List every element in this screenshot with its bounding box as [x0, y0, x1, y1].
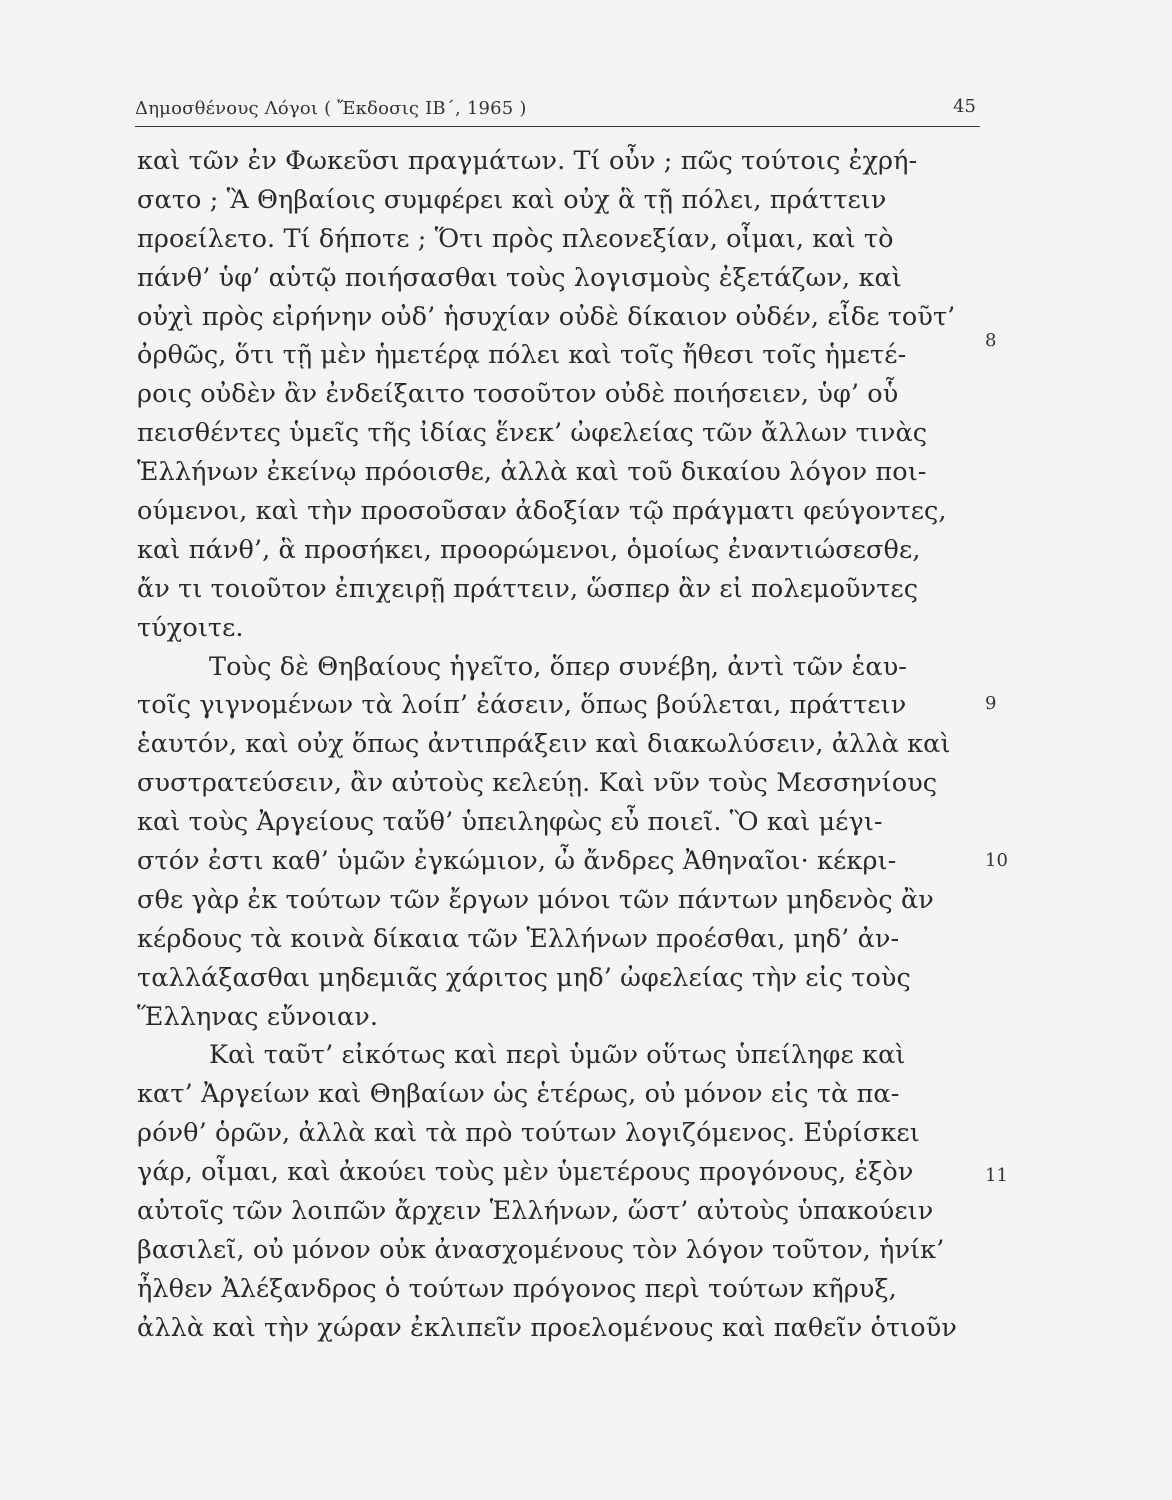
- text-line: προείλετο. Τί δήποτε ; Ὅτι πρὸς πλεονεξίαν, οἶμαι, καὶ τὸ: [137, 223, 894, 254]
- section-marker-10: 10: [985, 850, 1008, 871]
- text-line: σατο ; Ἃ Θηβαίοις συμφέρει καὶ οὐχ ἃ τῇ πόλει, πράττειν: [137, 184, 887, 215]
- section-marker-11: 11: [985, 1165, 1008, 1186]
- text-line: τοῖς γιγνομένων τὰ λοίπ’ ἐάσειν, ὅπως βούλεται, πράττειν: [137, 690, 907, 721]
- text-line: ούμενοι, καὶ τὴν προσοῦσαν ἀδοξίαν τῷ πράγματι φεύγοντες,: [137, 496, 947, 527]
- text-line: ἀλλὰ καὶ τὴν χώραν ἐκλιπεῖν προελομένους καὶ παθεῖν ὁτιοῦν: [137, 1312, 957, 1343]
- running-title: Δημοσθένους Λόγοι ( Ἔκδοσις ΙΒ΄, 1965 ): [135, 98, 527, 119]
- text-line: τύχοιτε.: [137, 612, 244, 643]
- text-line: πεισθέντες ὑμεῖς τῆς ἰδίας ἕνεκ’ ὠφελείας τῶν ἄλλων τινὰς: [137, 418, 928, 449]
- text-line: καὶ πάνθ’, ἃ προσήκει, προορώμενοι, ὁμοίως ἐναντιώσεσθε,: [137, 534, 921, 565]
- text-line: ἑαυτόν, καὶ οὐχ ὅπως ἀντιπράξειν καὶ διακωλύσειν, ἀλλὰ καὶ: [137, 729, 951, 760]
- section-marker-8: 8: [985, 330, 997, 351]
- text-line: ἦλθεν Ἀλέξανδρος ὁ τούτων πρόγονος περὶ τούτων κῆρυξ,: [137, 1273, 897, 1304]
- text-line: αὐτοῖς τῶν λοιπῶν ἄρχειν Ἑλλήνων, ὥστ’ αὐτοὺς ὑπακούειν: [137, 1196, 934, 1227]
- text-line: Ἑλλήνων ἐκείνῳ πρόοισθε, ἀλλὰ καὶ τοῦ δικαίου λόγον ποι-: [137, 457, 927, 488]
- text-line: ταλλάξασθαι μηδεμιᾶς χάριτος μηδ’ ὠφελείας τὴν εἰς τοὺς: [137, 962, 911, 993]
- page-number: 45: [953, 96, 976, 117]
- text-line: ἄν τι τοιοῦτον ἐπιχειρῇ πράττειν, ὥσπερ ἂν εἰ πολεμοῦντες: [137, 573, 919, 604]
- text-line: συστρατεύσειν, ἂν αὐτοὺς κελεύῃ. Καὶ νῦν τοὺς Μεσσηνίους: [137, 768, 938, 799]
- text-line: ὀρθῶς, ὅτι τῇ μὲν ἡμετέρᾳ πόλει καὶ τοῖς ἤθεσι τοῖς ἡμετέ-: [137, 340, 907, 371]
- text-line: καὶ τοὺς Ἀργείους ταὔθ’ ὑπειληφὼς εὖ ποιεῖ. Ὃ καὶ μέγι-: [137, 807, 883, 838]
- text-line: βασιλεῖ, οὐ μόνον οὐκ ἀνασχομένους τὸν λόγον τοῦτον, ἡνίκ’: [137, 1234, 945, 1265]
- text-line: Ἕλληνας εὔνοιαν.: [137, 1001, 379, 1032]
- text-line: οὐχὶ πρὸς εἰρήνην οὐδ’ ἡσυχίαν οὐδὲ δίκαιον οὐδέν, εἶδε τοῦτ’: [137, 301, 956, 332]
- paragraph-start-line: Καὶ ταῦτ’ εἰκότως καὶ περὶ ὑμῶν οὕτως ὑπείληφε καὶ: [209, 1040, 906, 1071]
- text-line: σθε γὰρ ἐκ τούτων τῶν ἔργων μόνοι τῶν πάντων μηδενὸς ἂν: [137, 884, 934, 915]
- paragraph-start-line: Τοὺς δὲ Θηβαίους ἡγεῖτο, ὅπερ συνέβη, ἀντὶ τῶν ἑαυ-: [209, 651, 908, 682]
- text-line: γάρ, οἶμαι, καὶ ἀκούει τοὺς μὲν ὑμετέρους προγόνους, ἐξὸν: [137, 1157, 914, 1188]
- text-line: καὶ τῶν ἐν Φωκεῦσι πραγμάτων. Τί οὖν ; πῶς τούτοις ἐχρή-: [137, 146, 918, 176]
- section-marker-9: 9: [985, 693, 997, 714]
- running-head: [135, 96, 980, 127]
- text-line: πάνθ’ ὑφ’ αὑτῷ ποιήσασθαι τοὺς λογισμοὺς ἐξετάζων, καὶ: [137, 262, 902, 293]
- text-line: κατ’ Ἀργείων καὶ Θηβαίων ὡς ἑτέρως, οὐ μόνον εἰς τὰ πα-: [137, 1079, 900, 1110]
- text-line: ρόνθ’ ὁρῶν, ἀλλὰ καὶ τὰ πρὸ τούτων λογιζόμενος. Εὑρίσκει: [137, 1118, 920, 1149]
- text-line: στόν ἐστι καθ’ ὑμῶν ἐγκώμιον, ὦ ἄνδρες Ἀθηναῖοι· κέκρι-: [137, 846, 897, 877]
- text-line: ροις οὐδὲν ἂν ἐνδείξαιτο τοσοῦτον οὐδὲ ποιήσειεν, ὑφ’ οὗ: [137, 379, 899, 410]
- text-line: κέρδους τὰ κοινὰ δίκαια τῶν Ἑλλήνων προέσθαι, μηδ’ ἀν-: [137, 923, 900, 954]
- body-text: [137, 142, 987, 1348]
